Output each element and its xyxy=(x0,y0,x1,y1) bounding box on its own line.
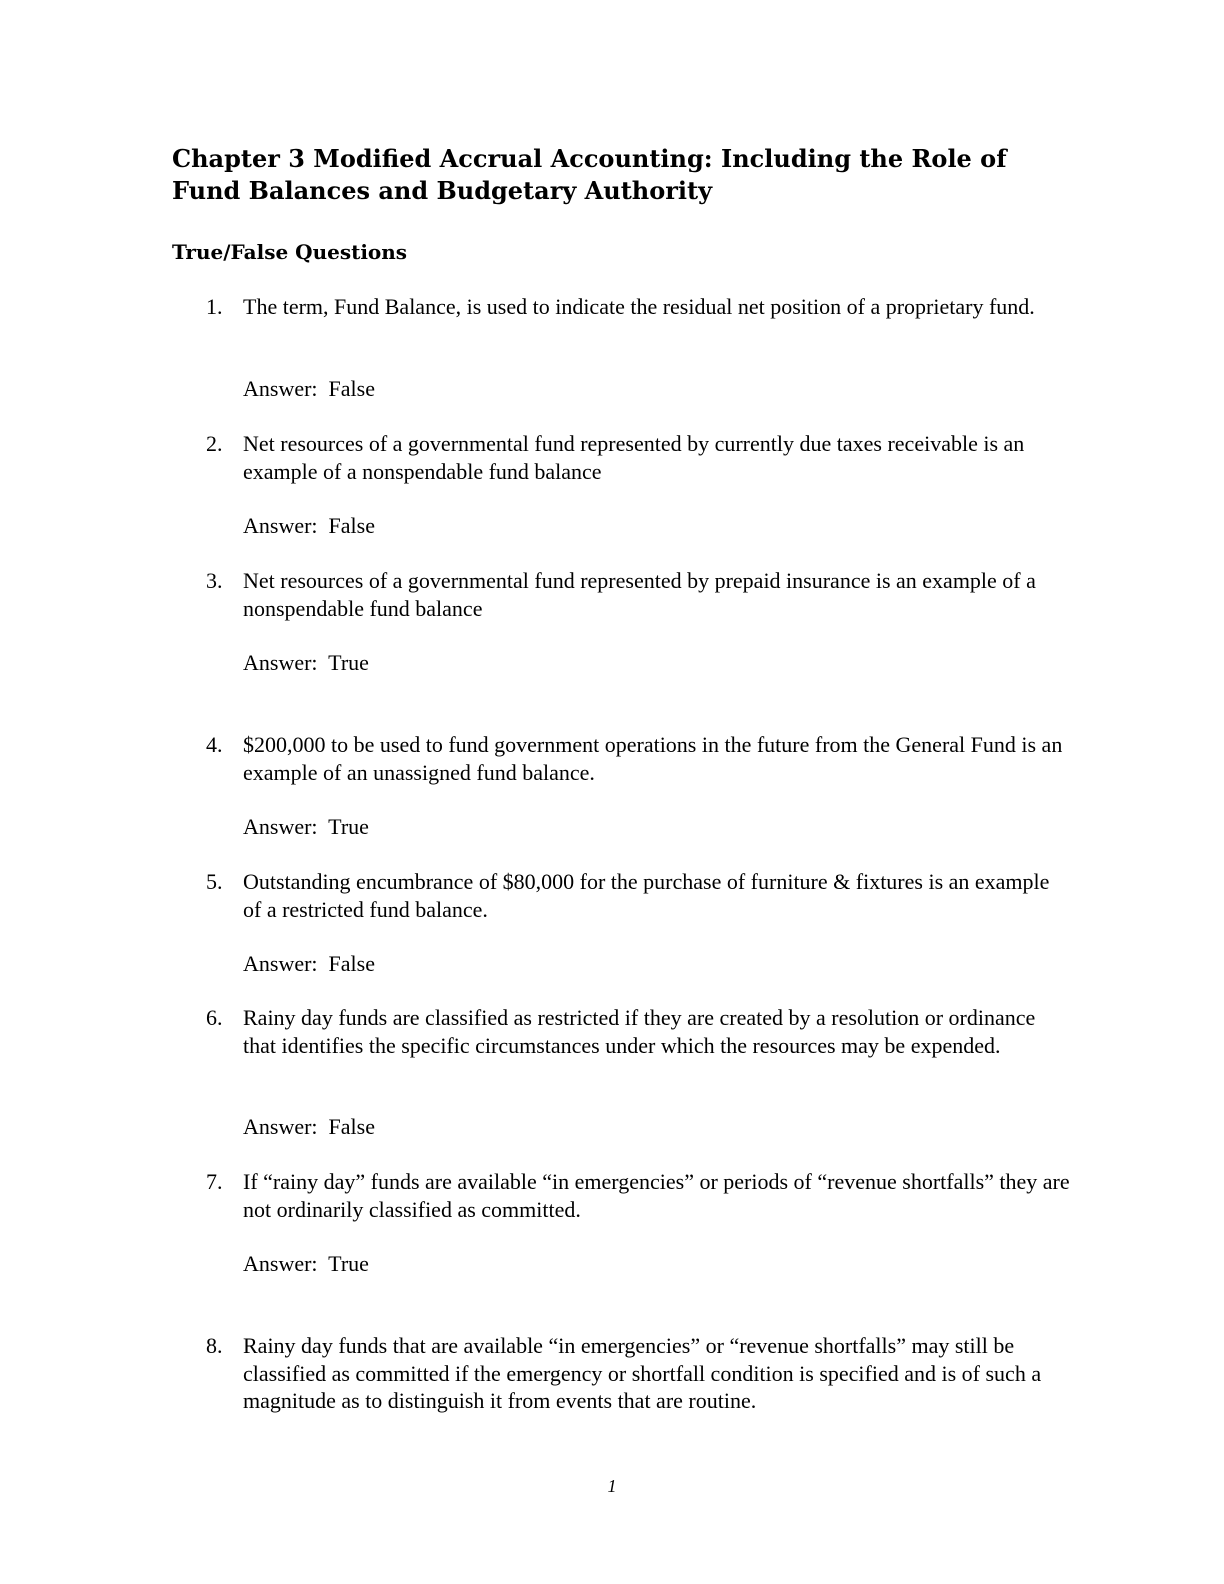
answer-value: False xyxy=(328,951,375,976)
answer-label: Answer: xyxy=(243,814,329,839)
question-number: 5. xyxy=(206,869,223,894)
answer-value: False xyxy=(328,376,375,401)
question-text: The term, Fund Balance, is used to indicate the residual net position of a proprietary fund. xyxy=(243,294,1035,319)
question-number: 1. xyxy=(206,294,223,319)
question-answer xyxy=(243,950,375,978)
question-text: Rainy day funds that are available “in emergencies” or “revenue shortfalls” may still be classified as committed if the emergency or shortfall condition is specified and is of such a magnitude as to distinguish it from events that are routine. xyxy=(243,1333,1042,1413)
answer-label: Answer: xyxy=(243,650,329,675)
question-number: 7. xyxy=(206,1169,223,1194)
question-text: If “rainy day” funds are available “in emergencies” or periods of “revenue shortfalls” they are not ordinarily classified as committed. xyxy=(243,1169,1070,1222)
question-answer xyxy=(243,813,369,841)
question-text: Net resources of a governmental fund represented by currently due taxes receivable is an example of a nonspendable fund balance xyxy=(243,431,1025,484)
answer-label: Answer: xyxy=(243,513,329,538)
answer-label: Answer: xyxy=(243,1251,329,1276)
question-text: Outstanding encumbrance of $80,000 for the purchase of furniture & fixtures is an example of a restricted fund balance. xyxy=(243,869,1050,922)
answer-label: Answer: xyxy=(243,1114,329,1139)
answer-value: True xyxy=(328,1251,369,1276)
answer-label: Answer: xyxy=(243,951,329,976)
question-number: 3. xyxy=(206,568,223,593)
question-number: 8. xyxy=(206,1333,223,1358)
section-heading: True/False Questions xyxy=(172,240,408,264)
answer-label: Answer: xyxy=(243,376,329,401)
question-answer xyxy=(243,1113,375,1141)
page-number: 1 xyxy=(607,1476,617,1496)
question-answer xyxy=(243,375,375,403)
question-text: Rainy day funds are classified as restricted if they are created by a resolution or ordinance that identifies the specific circumstances under which the resources may be expended. xyxy=(243,1005,1036,1058)
question-answer xyxy=(243,1250,369,1278)
question-text: Net resources of a governmental fund represented by prepaid insurance is an example of a nonspendable fund balance xyxy=(243,568,1036,621)
question-answer xyxy=(243,649,369,677)
answer-value: True xyxy=(328,650,369,675)
answer-value: True xyxy=(328,814,369,839)
question-number: 6. xyxy=(206,1005,223,1030)
question-number: 2. xyxy=(206,431,223,456)
answer-value: False xyxy=(328,513,375,538)
question-number: 4. xyxy=(206,732,223,757)
question-answer xyxy=(243,512,375,540)
chapter-title: Chapter 3 Modified Accrual Accounting: Including the Role of Fund Balances and Budgetary Authority xyxy=(172,144,1007,205)
answer-value: False xyxy=(328,1114,375,1139)
question-text: $200,000 to be used to fund government operations in the future from the General Fund is an example of an unassigned fund balance. xyxy=(243,732,1063,785)
